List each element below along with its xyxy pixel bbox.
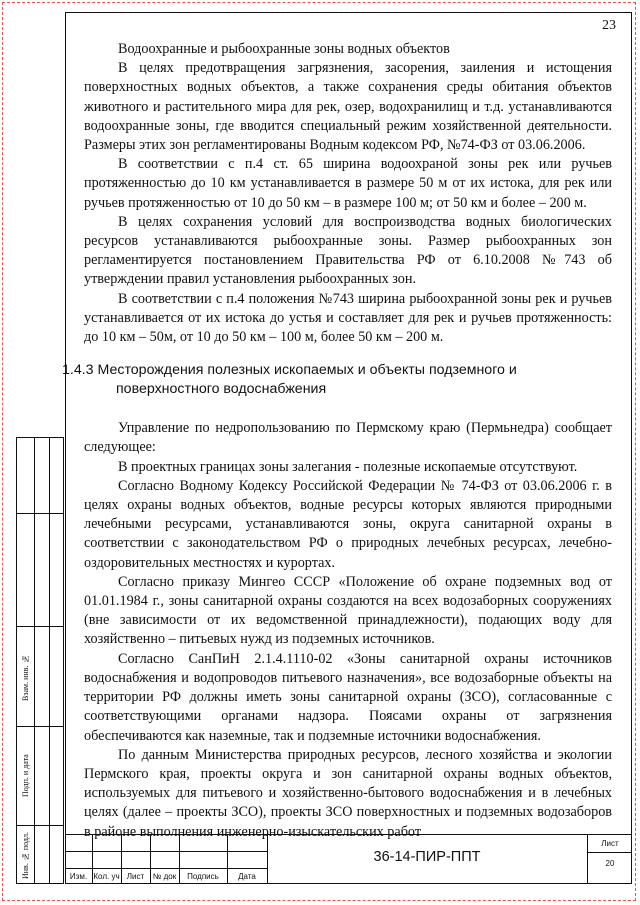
document-body (62, 40, 612, 842)
tb-col-kol-uch: Кол. уч (93, 872, 120, 881)
paragraph: Согласно СанПиН 2.1.4.1110-02 «Зоны санитарной охраны источников водоснабжения и водопроводов питьевого назначения», все водозаборные объекты на территории РФ должны иметь зоны санитарной охраны (ЗСО), согласованные с соответствующими органами надзора. Поясами охраны от загрязнения обеспечиваются как наземные, так и подземные источники водоснабжения. (84, 650, 612, 744)
sheet-number: 20 (605, 859, 615, 868)
paragraph: В проектных границах зоны залегания - полезные ископаемые отсутствуют. (118, 458, 578, 475)
paragraph: Согласно Водному Кодексу Российской Федерации № 74-ФЗ от 03.06.2006 г. в целях охраны водных объектов, водные ресурсы которых являются природными лечебными ресурсами, устанавливаются зоны, округа санитарной охраны в соответствии с законодательством РФ о природных лечебных ресурсах, лечебно-оздоровительных местностях и курортах. (84, 477, 612, 571)
paragraph: В соответствии с п.4 положения №743 ширина рыбоохранной зоны рек и ручьев устанавливается от их истока до устья и составляет для рек и ручьев протяженность: до 10 км – 50м, от 10 до 50 км – 100 м, более 50 км – 200 м. (84, 290, 612, 346)
side-label-podp-data: Подп. и дата (21, 754, 30, 798)
tb-col-podpis: Подпись (187, 872, 219, 881)
section-heading (62, 361, 612, 399)
page-number: 23 (602, 18, 616, 33)
document-code: 36-14-ПИР-ППТ (373, 849, 481, 865)
tb-col-list: Лист (126, 872, 145, 881)
sheet-label: Лист (601, 839, 619, 848)
paragraph: В соответствии с п.4 ст. 65 ширина водоохраной зоны рек или ручьев протяженностью до 10 км устанавливается в размере 50 м от их истока, для рек или ручьев протяженностью от 10 до 50 км – в размере 100 м; от 50 км и более – 200 м. (84, 156, 612, 211)
section-subtitle: Водоохранные и рыбоохранные зоны водных объектов (118, 41, 450, 57)
side-stamp (16, 437, 64, 884)
paragraph: Управление по недропользованию по Пермскому краю (Пермьнедра) сообщает следующее: (84, 420, 612, 456)
tb-col-izm: Изм. (69, 872, 88, 881)
tb-col-data: Дата (238, 872, 256, 881)
side-label-inv-podl: Инв. № подл. (21, 832, 30, 879)
paragraph: В целях предотвращения загрязнения, засорения, заиления и истощения поверхностных водных объектов, а также сохранения среды обитания объектов животного и растительного мира для рек, озер, водохранилищ и т.д. устанавливаются водоохранные зоны, где вводится специальный режим хозяйственной деятельности. Размеры этих зон регламентированы Водным кодексом РФ, №74-ФЗ от 03.06.2006. (84, 60, 612, 154)
title-block (65, 834, 632, 884)
heading-line-2: поверхностного водоснабжения (116, 381, 327, 398)
paragraph: Согласно приказу Мингео СССР «Положение об охране подземных вод от 01.01.1984 г., зоны санитарной охраны создаются на всех водозаборных сооружениях (вне зависимости от их ведомственной принадлежности), подающих воду для хозяйственно – питьевых нужд из подземных источников. (84, 573, 612, 648)
paragraph: По данным Министерства природных ресурсов, лесного хозяйства и экологии Пермского края, проекты округа и зон санитарной охраны водных объектов, используемых для питьевого и хозяйственно-бытового водоснабжения и в лечебных целях (далее – проекты ЗСО), проекты ЗСО поверхностных и подземных водозаборов в районе выполнения инженерно-изыскательских работ (84, 746, 612, 840)
side-label-vzam-inv: Взам. инв. № (21, 654, 30, 702)
tb-col-n-dok: № док (152, 872, 177, 881)
heading-line-1: 1.4.3 Месторождения полезных ископаемых и объекты подземного и (62, 362, 517, 379)
paragraph: В целях сохранения условий для воспроизводства водных биологических ресурсов устанавливаются рыбоохранные зоны. Размер рыбоохранных зон регламентируется постановлением Правительства РФ от 6.10.2008 №743 об утверждении правил установления рыбоохранных зон. (84, 213, 612, 288)
